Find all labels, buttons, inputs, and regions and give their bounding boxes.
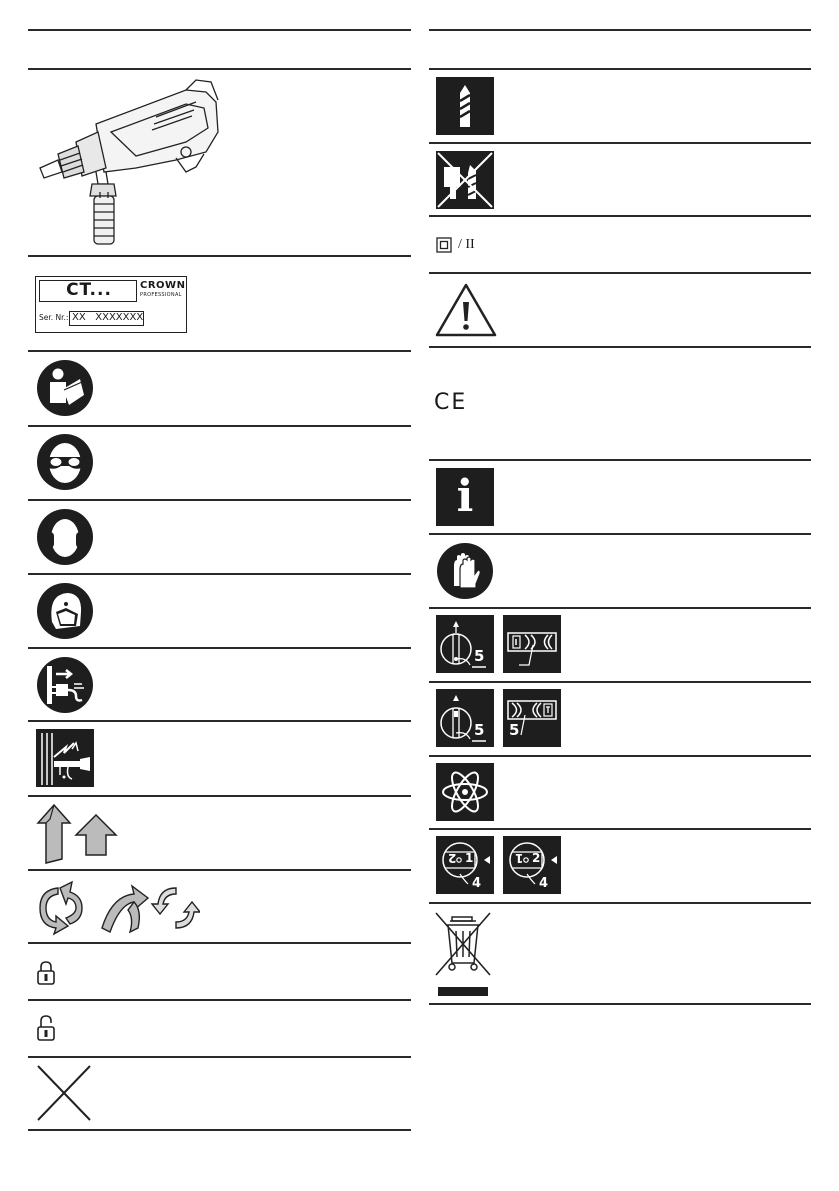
direction-arrows-row: [28, 797, 411, 869]
hammer-drill-illustration: [36, 72, 236, 252]
gear-setting-number: 4: [539, 876, 549, 891]
atom-row: [429, 757, 811, 829]
gear-number: 1: [515, 851, 524, 865]
eye-protection-icon: [36, 433, 94, 491]
information-icon: [436, 468, 494, 526]
class-ii-row: [429, 217, 811, 272]
unlocked-row: [28, 1001, 411, 1056]
speed-number: 5: [509, 721, 520, 739]
divider: [28, 68, 411, 70]
gear-number: 2: [532, 851, 541, 865]
class-ii-label: / II: [458, 237, 475, 252]
drill-bit-row: [429, 70, 811, 142]
rating-plate-serial-label: Ser. Nr.:: [39, 313, 69, 322]
gear-number: 1: [465, 851, 474, 865]
gear-dial-icon: [503, 836, 561, 894]
drill-bit-icon: [436, 77, 494, 135]
double-insulation-icon: [436, 237, 452, 253]
gear-number: 2: [448, 851, 457, 865]
atom-icon: [436, 763, 494, 821]
speed-number: 5: [474, 647, 485, 665]
gear-slider-icon: [503, 689, 561, 747]
drill-illustration-row: [28, 72, 411, 254]
speed-selector-row-2: [429, 683, 811, 755]
ear-protection-icon: [36, 508, 94, 566]
speed-dial-icon: [436, 615, 494, 673]
rating-plate-row: [28, 260, 411, 348]
divider: [28, 1129, 411, 1131]
direction-arrows-icon: [32, 803, 132, 867]
protective-gloves-icon: [436, 542, 494, 600]
ce-mark: CE: [434, 390, 468, 415]
read-manual-icon: [36, 359, 94, 417]
gear-dial-icon: [436, 836, 494, 894]
no-hammer-row: [429, 144, 811, 216]
rating-plate-brand-sub: PROFESSIONAL: [140, 292, 182, 298]
divider: [429, 29, 811, 31]
eye-protection-row: [28, 427, 411, 499]
gear-slider-icon: [503, 615, 561, 673]
warning-triangle-icon: [434, 282, 498, 338]
rotation-arrows-row: [28, 871, 411, 943]
crossed-out-bin-icon: [432, 907, 494, 999]
ear-protection-row: [28, 501, 411, 573]
rating-plate: [35, 276, 187, 333]
speed-number: 5: [474, 721, 485, 739]
padlock-locked-icon: [36, 960, 56, 986]
divider: [429, 1003, 811, 1005]
divider: [28, 255, 411, 257]
information-letter: i: [456, 471, 474, 522]
hidden-wiring-warning-icon: [36, 729, 94, 787]
rating-plate-model: CT...: [66, 280, 112, 300]
unplug-row: [28, 649, 411, 721]
hidden-wires-row: [28, 722, 411, 794]
rating-plate-serial-value: XX XXXXXXX: [72, 312, 144, 323]
weee-disposal-row: [429, 904, 811, 1002]
prohibited-row: [28, 1058, 411, 1128]
read-manual-row: [28, 352, 411, 424]
gear-setting-number: 4: [472, 876, 482, 891]
speed-dial-icon: [436, 689, 494, 747]
dust-mask-icon: [36, 582, 94, 640]
rotation-direction-icon: [30, 876, 200, 938]
padlock-unlocked-icon: [36, 1013, 56, 1043]
rating-plate-brand: CROWN: [140, 280, 186, 291]
unplug-icon: [36, 656, 94, 714]
gloves-row: [429, 535, 811, 607]
locked-row: [28, 944, 411, 999]
dust-mask-row: [28, 575, 411, 647]
divider: [28, 29, 411, 31]
ce-row: [429, 348, 811, 458]
warning-row: [429, 274, 811, 346]
information-row: [429, 461, 811, 533]
no-hammer-drilling-icon: [436, 151, 494, 209]
cross-mark-icon: [34, 1062, 94, 1124]
speed-selector-row-1: [429, 609, 811, 681]
gear-selector-row: [429, 830, 811, 902]
